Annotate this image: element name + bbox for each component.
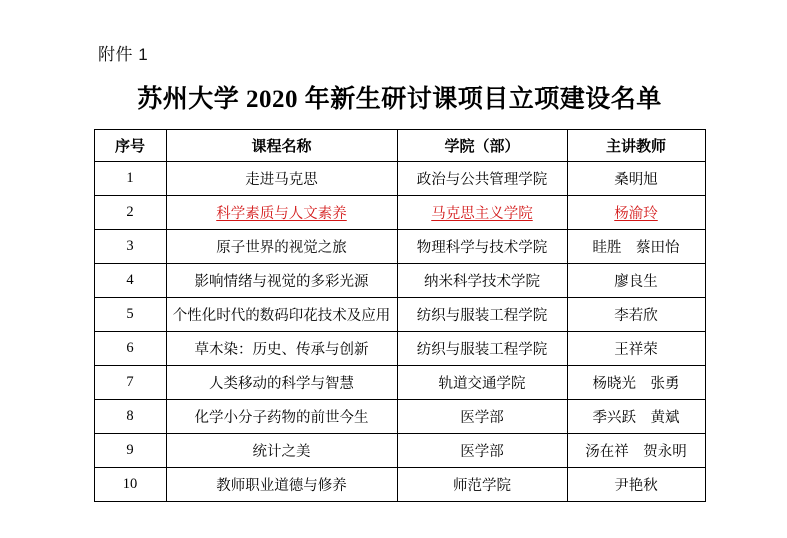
cell-row-number: 8 — [94, 400, 166, 434]
column-header-course: 课程名称 — [166, 130, 397, 162]
cell-course-name: 人类移动的科学与智慧 — [166, 366, 397, 400]
table-row — [94, 264, 705, 298]
cell-teacher: 李若欣 — [567, 298, 705, 332]
cell-teacher — [567, 196, 705, 230]
project-listing-table — [94, 129, 706, 502]
column-header-teacher: 主讲教师 — [567, 130, 705, 162]
cell-course-name: 草木染：历史、传承与创新 — [166, 332, 397, 366]
cell-row-number: 3 — [94, 230, 166, 264]
table-row — [94, 332, 705, 366]
cell-row-number: 10 — [94, 468, 166, 502]
table-row — [94, 162, 705, 196]
cell-college: 物理科学与技术学院 — [397, 230, 567, 264]
cell-teacher: 眭胜 蔡田怡 — [567, 230, 705, 264]
cell-course-name: 化学小分子药物的前世今生 — [166, 400, 397, 434]
cell-course-name: 个性化时代的数码印花技术及应用 — [166, 298, 397, 332]
cell-course-name — [166, 196, 397, 230]
table-header-row — [94, 130, 705, 162]
column-header-no: 序号 — [94, 130, 166, 162]
highlighted-text: 马克思主义学院 — [431, 206, 533, 222]
cell-college: 纺织与服装工程学院 — [397, 298, 567, 332]
cell-teacher: 尹艳秋 — [567, 468, 705, 502]
cell-college: 纺织与服装工程学院 — [397, 332, 567, 366]
cell-row-number: 5 — [94, 298, 166, 332]
cell-teacher: 季兴跃 黄斌 — [567, 400, 705, 434]
table-row — [94, 298, 705, 332]
cell-college: 轨道交通学院 — [397, 366, 567, 400]
cell-course-name: 影响情绪与视觉的多彩光源 — [166, 264, 397, 298]
cell-college: 师范学院 — [397, 468, 567, 502]
table-row — [94, 196, 705, 230]
column-header-college: 学院（部） — [397, 130, 567, 162]
cell-row-number: 1 — [94, 162, 166, 196]
table-row — [94, 366, 705, 400]
table-row — [94, 434, 705, 468]
highlighted-text: 科学素质与人文素养 — [216, 206, 347, 222]
cell-teacher: 王祥荣 — [567, 332, 705, 366]
cell-course-name: 走进马克思 — [166, 162, 397, 196]
table-row — [94, 468, 705, 502]
cell-row-number: 9 — [94, 434, 166, 468]
cell-course-name: 教师职业道德与修养 — [166, 468, 397, 502]
cell-teacher: 汤在祥 贺永明 — [567, 434, 705, 468]
attachment-label: 附件 1 — [98, 45, 149, 64]
cell-course-name: 原子世界的视觉之旅 — [166, 230, 397, 264]
table-row — [94, 400, 705, 434]
cell-teacher: 杨晓光 张勇 — [567, 366, 705, 400]
cell-teacher: 廖良生 — [567, 264, 705, 298]
highlighted-text: 杨渝玲 — [614, 206, 658, 222]
cell-college: 纳米科学技术学院 — [397, 264, 567, 298]
cell-college: 政治与公共管理学院 — [397, 162, 567, 196]
cell-course-name: 统计之美 — [166, 434, 397, 468]
table-body — [94, 162, 705, 502]
cell-row-number: 6 — [94, 332, 166, 366]
cell-college — [397, 196, 567, 230]
cell-teacher: 桑明旭 — [567, 162, 705, 196]
cell-row-number: 7 — [94, 366, 166, 400]
table-row — [94, 230, 705, 264]
cell-row-number: 2 — [94, 196, 166, 230]
page-title: 苏州大学 2020 年新生研讨课项目立项建设名单 — [137, 86, 662, 113]
cell-college: 医学部 — [397, 400, 567, 434]
cell-college: 医学部 — [397, 434, 567, 468]
cell-row-number: 4 — [94, 264, 166, 298]
